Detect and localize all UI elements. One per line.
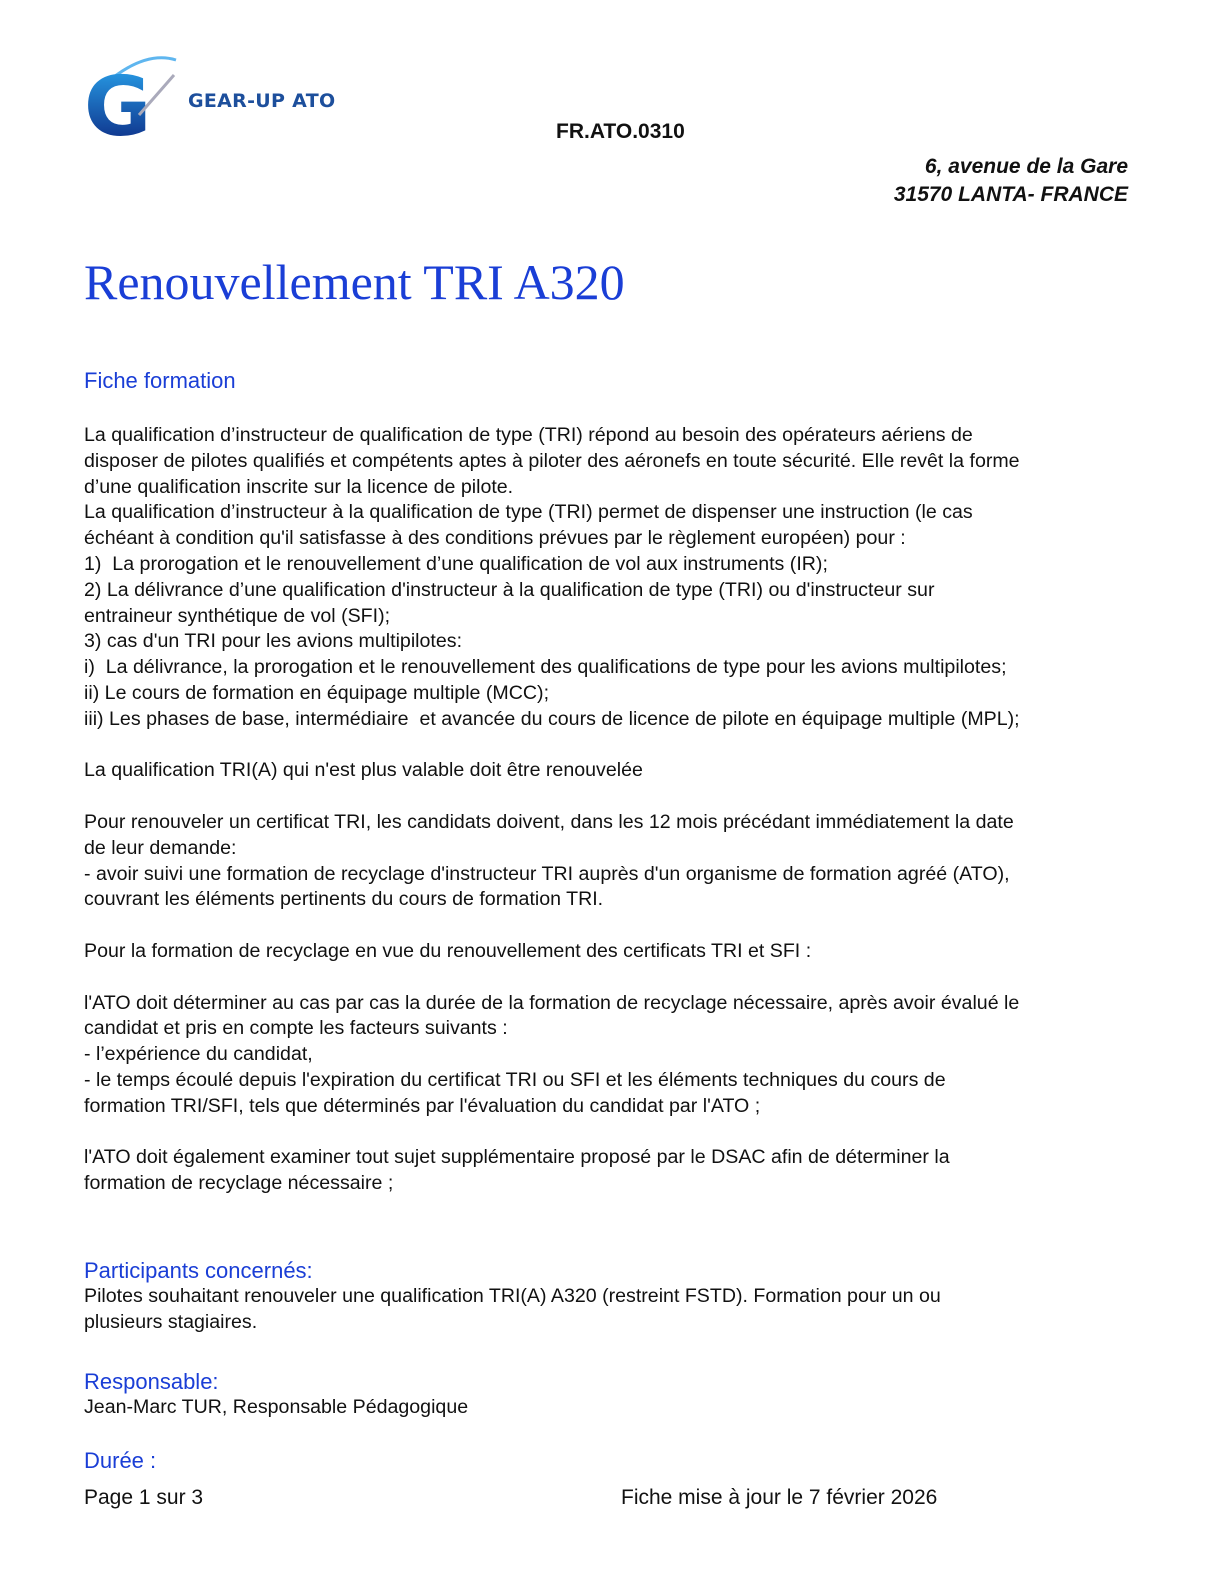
- blank-line: [84, 733, 1144, 759]
- page-number: Page 1 sur 3: [84, 1486, 204, 1509]
- logo-text: GEAR-UP ATO: [188, 90, 336, 112]
- text-line: formation TRI/SFI, tels que déterminés par l'évaluation du candidat par l'ATO ;: [84, 1094, 761, 1117]
- text-line: entraineur synthétique de vol (SFI);: [84, 604, 391, 627]
- text-line: 3) cas d'un TRI pour les avions multipilotes:: [84, 630, 463, 653]
- section-heading-fiche: Fiche formation: [84, 368, 236, 393]
- blank-line: [84, 965, 1144, 991]
- text-line: couvrant les éléments pertinents du cours de formation TRI.: [84, 888, 604, 911]
- responsable-text: Jean-Marc TUR, Responsable Pédagogique: [84, 1396, 469, 1418]
- text-line: plusieurs stagiaires.: [84, 1310, 258, 1333]
- participants-text: [84, 1284, 941, 1336]
- section-heading-duree: Durée :: [84, 1448, 157, 1473]
- page-title: Renouvellement TRI A320: [84, 254, 625, 310]
- text-line: l'ATO doit déterminer au cas par cas la durée de la formation de recyclage nécessaire, après avoir évalué le: [84, 991, 1020, 1014]
- text-line: d’une qualification inscrite sur la licence de pilote.: [84, 475, 514, 498]
- text-line: Pour renouveler un certificat TRI, les candidats doivent, dans les 12 mois précédant immédiatement la date: [84, 810, 1014, 833]
- text-line: candidat et pris en compte les facteurs suivants :: [84, 1017, 508, 1040]
- address-line: 6, avenue de la Gare: [924, 155, 1128, 178]
- text-line: l'ATO doit également examiner tout sujet supplémentaire proposé par le DSAC afin de déterminer la: [84, 1146, 950, 1169]
- section-heading-responsable: Responsable:: [84, 1369, 219, 1394]
- text-line: de leur demande:: [84, 836, 237, 859]
- address-line: 31570 LANTA- FRANCE: [893, 183, 1128, 206]
- text-line: - l’expérience du candidat,: [84, 1043, 313, 1066]
- text-line: 1) La prorogation et le renouvellement d’une qualification de vol aux instruments (IR);: [84, 552, 828, 575]
- text-line: La qualification d’instructeur à la qualification de type (TRI) permet de dispenser une instruction (le cas: [84, 501, 973, 524]
- update-date: Fiche mise à jour le 7 février 2026: [621, 1486, 938, 1509]
- text-line: ii) Le cours de formation en équipage multiple (MCC);: [84, 681, 550, 704]
- text-line: i) La délivrance, la prorogation et le renouvellement des qualifications de type pour les avions multipilotes;: [84, 656, 1007, 679]
- text-line: - le temps écoulé depuis l'expiration du certificat TRI ou SFI et les éléments techniques du cours de: [84, 1068, 946, 1091]
- text-line: La qualification TRI(A) qui n'est plus valable doit être renouvelée: [84, 759, 643, 782]
- text-line: échéant à condition qu'il satisfasse à des conditions prévues par le règlement européen) pour :: [84, 527, 906, 550]
- text-line: disposer de pilotes qualifiés et compétents aptes à piloter des aéronefs en toute sécurité. Elle revêt la forme: [84, 449, 1020, 472]
- text-line: La qualification d’instructeur de qualification de type (TRI) répond au besoin des opérateurs aériens de: [84, 424, 973, 446]
- company-logo: [84, 55, 344, 140]
- text-line: Pilotes souhaitant renouveler une qualification TRI(A) A320 (restreint FSTD). Formation pour un ou: [84, 1285, 941, 1307]
- section-heading-participants: Participants concernés:: [84, 1258, 313, 1283]
- blank-line: [84, 913, 1144, 939]
- text-line: iii) Les phases de base, intermédiaire et avancée du cours de licence de pilote en équipage multiple (MPL);: [84, 707, 1020, 730]
- address: [894, 153, 1128, 209]
- svg-text:G: G: [84, 60, 152, 140]
- text-line: Pour la formation de recyclage en vue du renouvellement des certificats TRI et SFI :: [84, 939, 812, 962]
- document-reference: FR.ATO.0310: [556, 120, 685, 143]
- text-line: formation de recyclage nécessaire ;: [84, 1172, 394, 1195]
- logo-g-icon: [84, 55, 184, 140]
- fiche-body: [84, 423, 1144, 1197]
- text-line: - avoir suivi une formation de recyclage d'instructeur TRI auprès d'un organisme de formation agréé (ATO),: [84, 862, 1010, 885]
- blank-line: [84, 1120, 1144, 1146]
- text-line: 2) La délivrance d’une qualification d'instructeur à la qualification de type (TRI) ou d'instructeur sur: [84, 578, 935, 601]
- blank-line: [84, 784, 1144, 810]
